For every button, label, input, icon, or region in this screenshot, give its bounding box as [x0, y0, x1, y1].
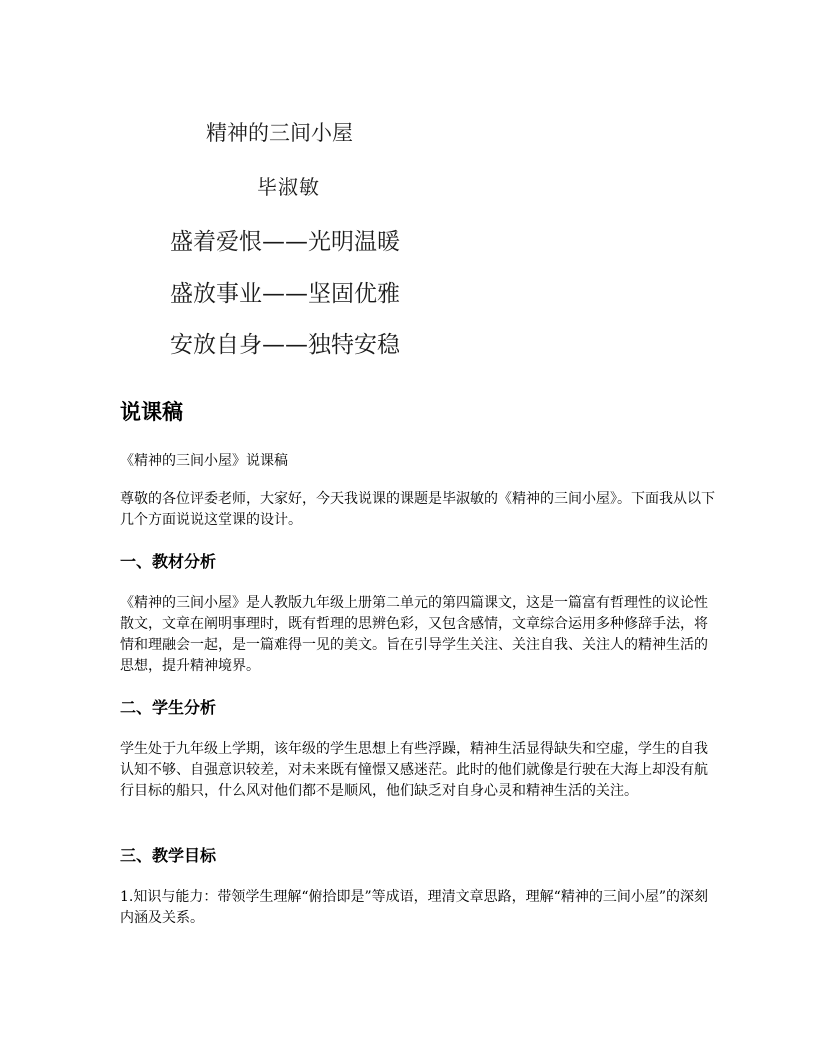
section-text-teaching-goals: 1.知识与能力：带领学生理解“俯拾即是”等成语，理清文章思路，理解“精神的三间小屋”的深刻内涵及关系。 — [120, 889, 708, 926]
section-heading-teaching-goals: 三、教学目标 — [120, 846, 217, 865]
document-subtitle: 《精神的三间小屋》说课稿 — [120, 453, 288, 469]
section-text-student-analysis: 学生处于九年级上学期，该年级的学生思想上有些浮躁，精神生活显得缺失和空虚，学生的自我认知不够、自强意识较差，对未来既有憧憬又感迷茫。此时的他们就像是行驶在大海上却没有航行目标的船只，什么风对他们都不是顺风，他们缺乏对自身心灵和精神生活的关注。 — [120, 741, 708, 799]
section-heading-student-analysis: 二、学生分析 — [120, 698, 217, 717]
summary-line-3: 安放自身——独特安稳 — [170, 332, 400, 358]
section-text-textbook-analysis: 《精神的三间小屋》是人教版九年级上册第二单元的第四篇课文，这是一篇富有哲理性的议论性散文，文章在阐明事理时，既有哲理的思辨色彩，又包含感情，文章综合运用多种修辞手法，将情和理融会一起，是一篇难得一见的美文。旨在引导学生关注、关注自我、关注人的精神生活的思想，提升精神境界。 — [120, 595, 708, 674]
document-heading: 说课稿 — [120, 400, 183, 424]
section-heading-textbook-analysis: 一、教材分析 — [120, 552, 217, 571]
summary-line-1: 盛着爱恨——光明温暖 — [170, 229, 400, 255]
essay-author: 毕淑敏 — [257, 175, 320, 199]
intro-paragraph: 尊敬的各位评委老师，大家好，今天我说课的课题是毕淑敏的《精神的三间小屋》。下面我从以下几个方面说说这堂课的设计。 — [120, 491, 715, 528]
summary-line-2: 盛放事业——坚固优雅 — [170, 281, 400, 307]
essay-title: 精神的三间小屋 — [206, 121, 353, 145]
